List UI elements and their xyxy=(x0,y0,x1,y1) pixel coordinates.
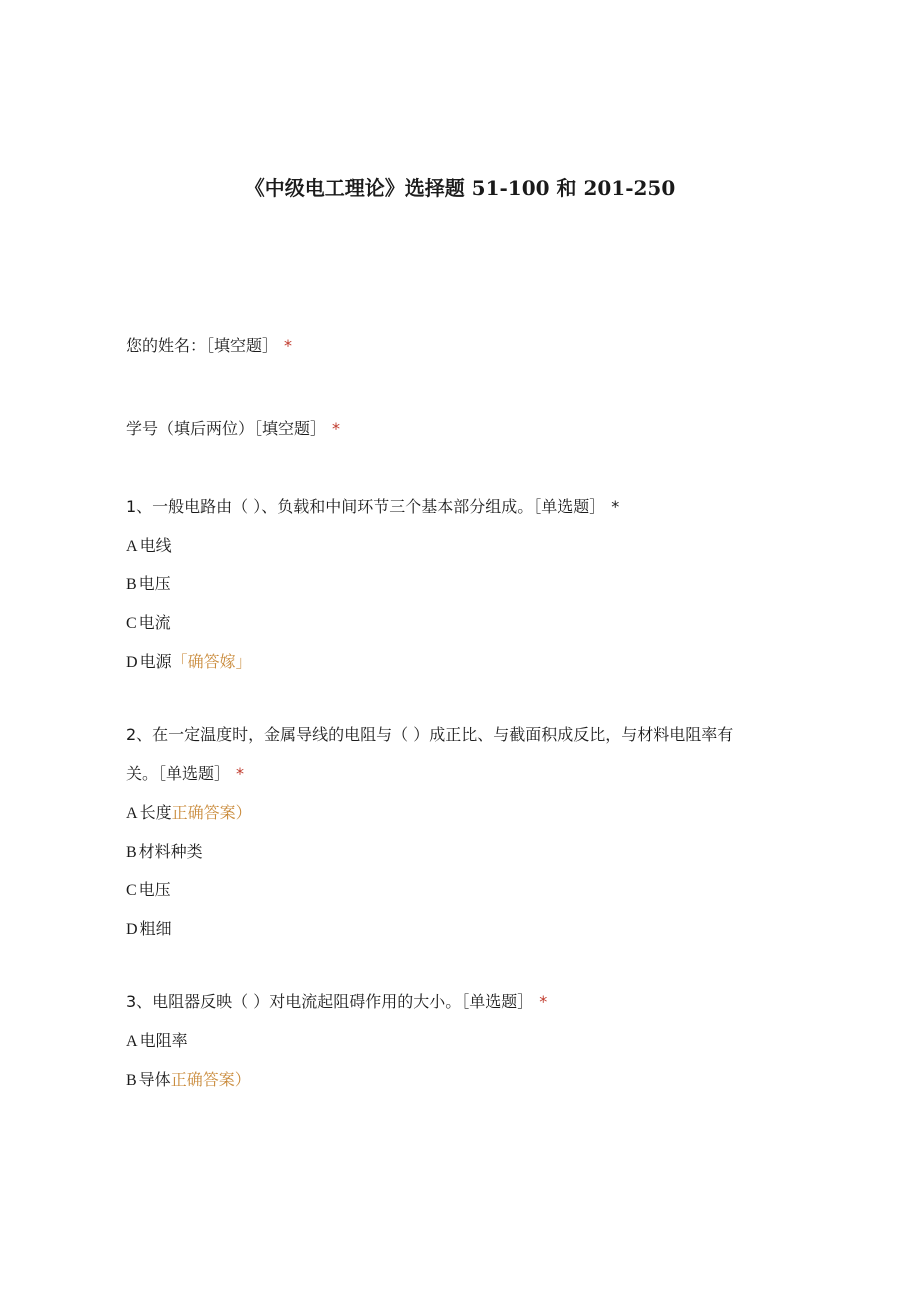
option-text: 电压 xyxy=(138,574,171,593)
question-1-option-d[interactable] xyxy=(126,651,252,674)
correct-answer-mark: 正确答案） xyxy=(170,1070,251,1089)
name-field-label[interactable] xyxy=(126,335,292,357)
option-text: 材料种类 xyxy=(138,842,203,861)
question-1-text xyxy=(126,496,619,518)
required-star: * xyxy=(236,764,245,783)
correct-answer-mark: 正确答案） xyxy=(171,803,252,822)
question-3-text xyxy=(126,991,547,1013)
option-letter: D xyxy=(126,654,138,671)
question-3-stem: 3、电阻器反映（ ）对电流起阻碍作用的大小。［单选题］ xyxy=(126,992,534,1011)
question-2-option-c[interactable] xyxy=(126,879,171,902)
option-text: 电线 xyxy=(139,536,172,555)
option-letter: B xyxy=(126,576,137,593)
question-2-option-a[interactable] xyxy=(126,802,252,825)
question-2-text-cont xyxy=(126,763,244,785)
name-label-text: 您的姓名：［填空题］ xyxy=(126,336,279,355)
question-1-option-a[interactable] xyxy=(126,535,172,558)
question-2-option-d[interactable] xyxy=(126,918,172,941)
question-2-text xyxy=(126,724,733,746)
question-1-option-c[interactable] xyxy=(126,612,171,635)
option-letter: A xyxy=(126,805,138,822)
question-3-option-b[interactable] xyxy=(126,1069,251,1092)
option-letter: A xyxy=(126,1033,138,1050)
question-3-option-a[interactable] xyxy=(126,1030,188,1053)
question-2-stem-line2: 关。［单选题］ xyxy=(126,764,231,783)
option-text: 粗细 xyxy=(139,919,172,938)
student-id-field-label[interactable] xyxy=(126,418,340,440)
option-text: 电源 xyxy=(139,652,172,671)
option-letter: C xyxy=(126,615,137,632)
option-letter: D xyxy=(126,921,138,938)
option-letter: C xyxy=(126,882,137,899)
option-text: 导体 xyxy=(138,1070,171,1089)
option-text: 电阻率 xyxy=(139,1031,188,1050)
correct-answer-mark: 「确答嫁」 xyxy=(171,652,252,671)
student-id-label-text: 学号（填后两位）［填空题］ xyxy=(126,419,327,438)
page-title: 《中级电工理论》选择题 51-100 和 201-250 xyxy=(244,176,676,200)
required-star: * xyxy=(539,992,548,1011)
question-2-stem-line1: 2、在一定温度时，金属导线的电阻与（ ）成正比、与截面积成反比，与材料电阻率有 xyxy=(126,725,734,744)
required-star: * xyxy=(284,336,293,355)
question-1-stem: 1、一般电路由（ ）、负载和中间环节三个基本部分组成。［单选题］ xyxy=(126,497,606,516)
option-letter: B xyxy=(126,844,137,861)
required-star: * xyxy=(611,497,620,516)
option-letter: B xyxy=(126,1072,137,1089)
required-star: * xyxy=(332,419,341,438)
question-1-option-b[interactable] xyxy=(126,573,171,596)
option-letter: A xyxy=(126,538,138,555)
option-text: 长度 xyxy=(139,803,172,822)
question-2-option-b[interactable] xyxy=(126,841,203,864)
option-text: 电压 xyxy=(138,880,171,899)
option-text: 电流 xyxy=(138,613,171,632)
